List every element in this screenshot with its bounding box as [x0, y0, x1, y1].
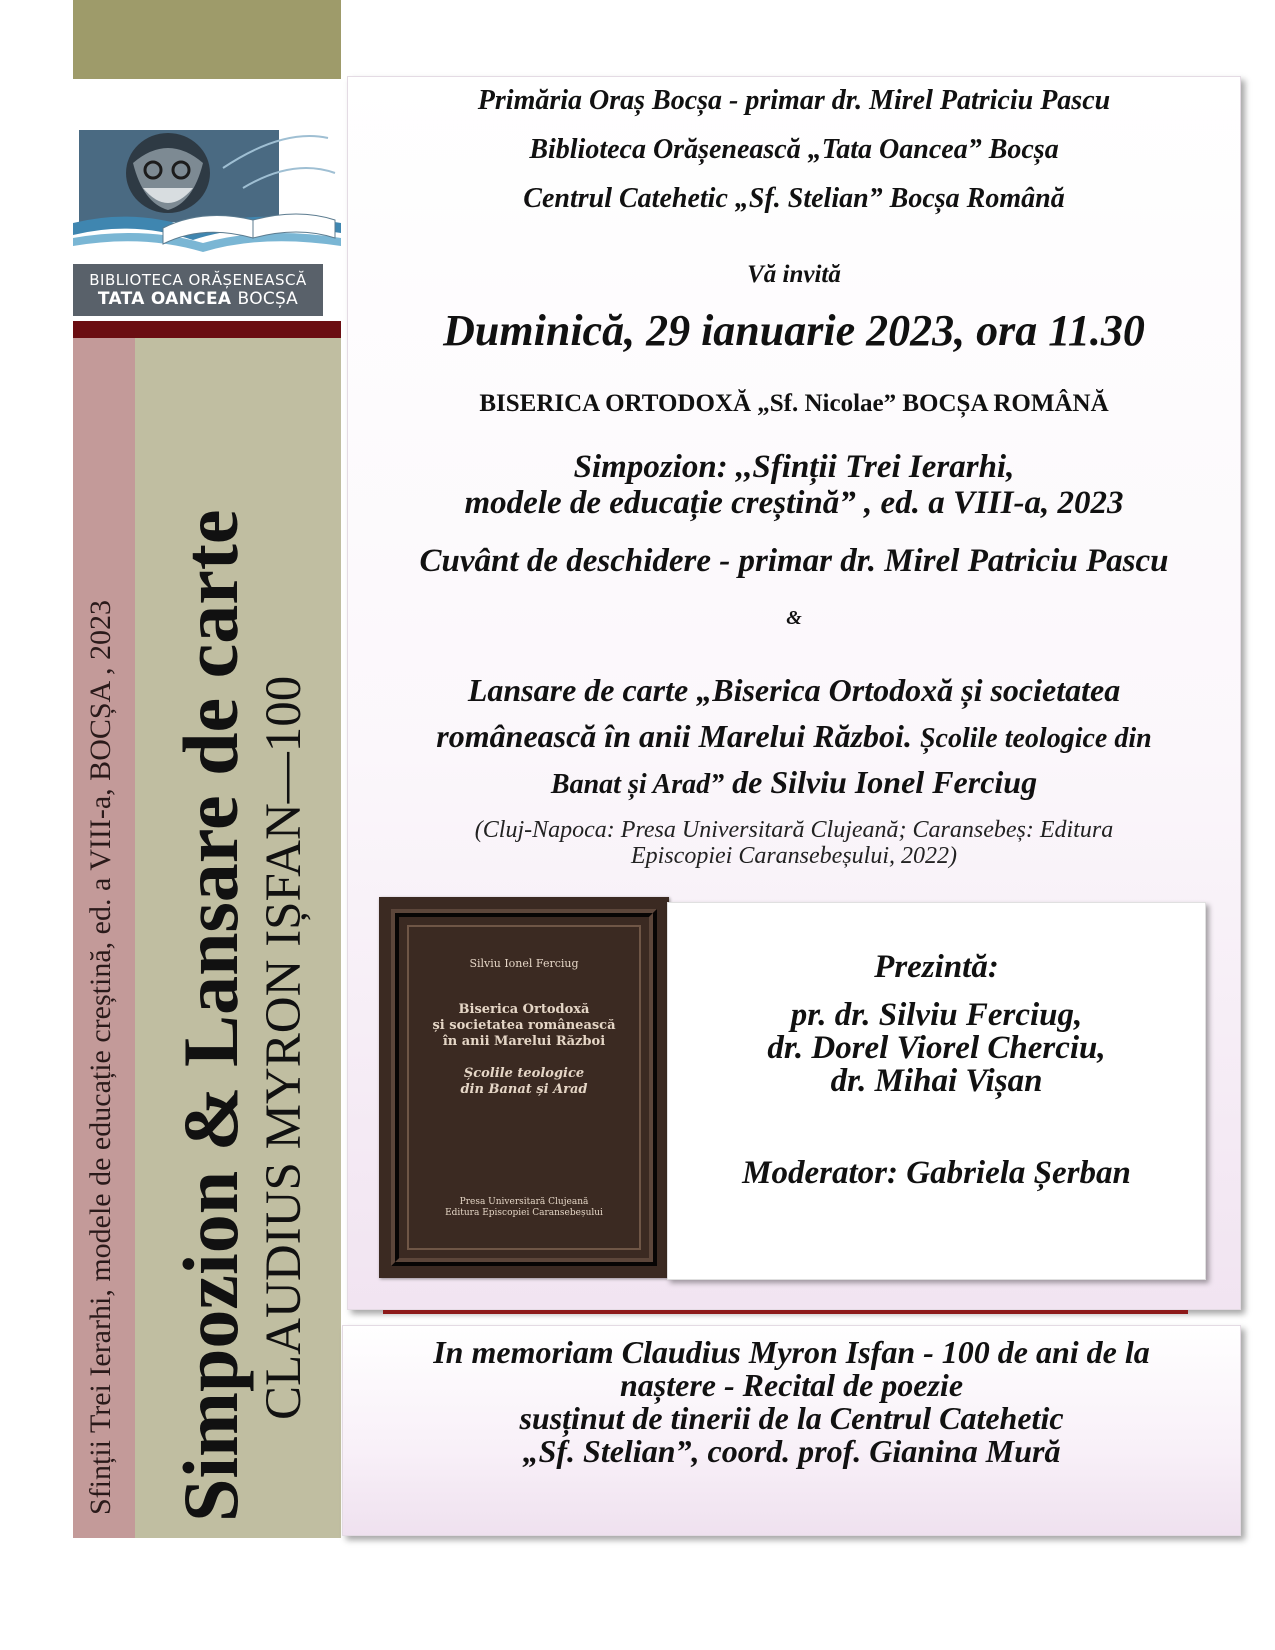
book-cover-image — [379, 897, 669, 1278]
sidebar-title-vertical: Simpozion & Lansare de carte — [167, 509, 254, 1522]
ampersand: & — [786, 607, 802, 629]
memoriam-line-2: naștere - Recital de poezie — [619, 1367, 964, 1403]
sidebar-small-vertical-text: Sfinții Trei Ierarhi, modele de educație creștină, ed. a VIII-a, BOCȘA , 2023 — [84, 599, 117, 1515]
book-launch-line-2a: românească în anii Marelui Război. — [436, 718, 912, 754]
book-launch-line-3a: Banat și Arad” — [550, 769, 725, 800]
organizer-catechetic-center: Centrul Catehetic „Sf. Stelian” Bocșa Română — [523, 183, 1065, 214]
organizer-town-hall: Primăria Oraș Bocșa - primar dr. Mirel Patriciu Pascu — [477, 85, 1111, 116]
presenter-1: pr. dr. Silviu Ferciug, — [790, 997, 1083, 1033]
logo-line-2 — [73, 289, 323, 309]
book-launch-line-3b: de Silviu Ionel Ferciug — [732, 764, 1038, 800]
book-launch-line-3 — [348, 759, 1240, 808]
memoriam-panel — [342, 1325, 1241, 1536]
memoriam-line-4: „Sf. Stelian”, coord. prof. Gianina Mură — [522, 1433, 1061, 1469]
sidebar-subtitle-vertical: CLAUDIUS MYRON IȘFAN—100 — [256, 675, 312, 1420]
memoriam-line-1: In memoriam Claudius Myron Isfan - 100 de ani de la — [433, 1334, 1150, 1370]
book-cover-publisher-1: Presa Universitară Clujeană — [459, 1197, 589, 1207]
symposium-title-line-2: modele de educație creștină” , ed. a VIII-a, 2023 — [464, 485, 1124, 521]
event-date: Duminică, 29 ianuarie 2023, ora 11.30 — [443, 306, 1145, 355]
book-cover-title-2: și societatea românească — [432, 1018, 616, 1033]
presenter-2: dr. Dorel Viorel Cherciu, — [767, 1030, 1106, 1066]
organizer-library: Biblioteca Orășenească „Tata Oancea” Bocșa — [529, 134, 1059, 165]
logo-line-2-bold: TATA OANCEA — [97, 289, 232, 309]
book-cover-publisher — [379, 1197, 669, 1219]
book-cover-title-3: în anii Marelui Război — [442, 1034, 606, 1049]
symposium-title-line-1: Simpozion: ,,Sfinții Trei Ierarhi, — [573, 449, 1015, 485]
book-cover-title — [379, 1002, 669, 1050]
logo-illustration — [73, 128, 341, 268]
book-cover-subtitle-2: din Banat și Arad — [460, 1082, 588, 1097]
presenters-box — [667, 902, 1206, 1280]
olive-header-block — [73, 0, 341, 79]
book-cover-subtitle-1: Școlile teologice — [463, 1066, 585, 1081]
book-launch-line-2 — [348, 713, 1240, 762]
memoriam-line-3: susținut de tinerii de la Centrul Catehetic — [519, 1400, 1064, 1436]
event-location: BISERICA ORTODOXĂ „Sf. Nicolae” BOCȘA ROMÂNĂ — [479, 390, 1109, 417]
moderator: Moderator: Gabriela Șerban — [742, 1155, 1131, 1191]
opening-speech: Cuvânt de deschidere - primar dr. Mirel Patriciu Pascu — [419, 543, 1169, 579]
library-logo — [73, 128, 341, 318]
publisher-line-1: (Cluj-Napoca: Presa Universitară Clujeană; Caransebeș: Editura — [474, 817, 1114, 843]
book-launch-line-1: Lansare de carte „Biserica Ortodoxă și societatea — [467, 672, 1121, 708]
invite-text: Vă invită — [747, 261, 841, 288]
logo-line-1: BIBLIOTECA ORĂȘENEASCĂ — [89, 271, 307, 289]
publisher-line-2: Episcopiei Caransebeșului, 2022) — [631, 843, 957, 869]
book-cover-author: Silviu Ionel Ferciug — [469, 957, 579, 970]
book-launch-line-2b: Școlile teologice din — [919, 723, 1152, 754]
logo-line-2-rest: BOCȘA — [237, 289, 299, 309]
maroon-divider — [73, 321, 341, 338]
logo-caption — [73, 264, 323, 316]
red-divider-line — [383, 1310, 1188, 1314]
presenter-3: dr. Mihai Vișan — [830, 1063, 1043, 1099]
presenters-heading: Prezintă: — [874, 949, 999, 985]
book-cover-title-1: Biserica Ortodoxă — [458, 1002, 590, 1017]
book-cover-publisher-2: Editura Episcopiei Caransebeșului — [445, 1208, 603, 1218]
book-cover-subtitle — [379, 1066, 669, 1098]
